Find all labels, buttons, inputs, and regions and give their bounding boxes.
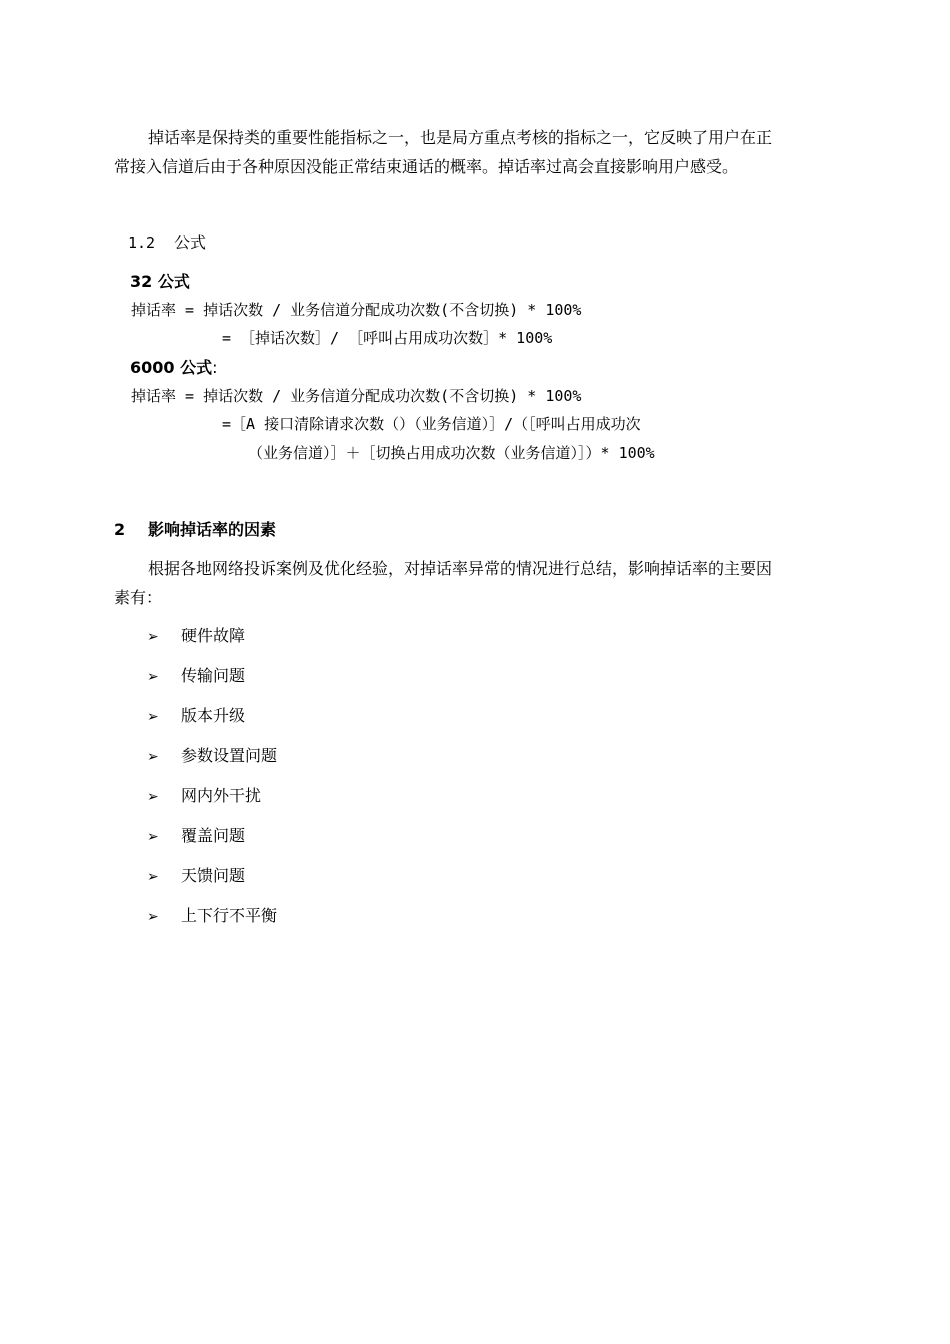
arrow-bullet-icon: ➢ [147,909,159,925]
formula-6000-line-2: =［A 接口清除请求次数（）（业务信道）］/（［呼叫占用成功次 [222,415,641,433]
section-2-title: 影响掉话率的因素 [148,520,277,539]
factor-label: 传输问题 [181,666,246,685]
list-item [147,826,246,845]
list-item [147,866,246,885]
formula-32-label: 32 公式 [130,272,190,291]
formula-32-line-1: 掉话率 = 掉话次数 / 业务信道分配成功次数(不含切换) * 100% [131,301,582,319]
formula-6000-line-1: 掉话率 = 掉话次数 / 业务信道分配成功次数(不含切换) * 100% [131,387,582,405]
intro-line-2: 常接入信道后由于各种原因没能正常结束通话的概率。掉话率过高会直接影响用户感受。 [114,157,739,176]
list-item [147,786,262,805]
arrow-bullet-icon: ➢ [147,629,159,645]
arrow-bullet-icon: ➢ [147,669,159,685]
factor-label: 版本升级 [181,706,246,725]
section-2-para-line-1: 根据各地网络投诉案例及优化经验，对掉话率异常的情况进行总结，影响掉话率的主要因 [148,559,773,578]
factor-label: 上下行不平衡 [181,906,278,925]
arrow-bullet-icon: ➢ [147,829,159,845]
list-item [147,906,278,925]
factor-label: 覆盖问题 [181,826,246,845]
formula-6000-colon: : [212,358,218,377]
formula-32-line-2: = ［掉话次数］/ ［呼叫占用成功次数］* 100% [222,329,553,347]
formula-6000-label-row [130,360,218,376]
section-2-para-line-2: 素有： [114,588,163,607]
section-2-number: 2 [114,520,126,539]
list-item [147,626,246,645]
factor-label: 硬件故障 [181,626,246,645]
formula-6000-label: 6000 公式 [130,358,213,377]
arrow-bullet-icon: ➢ [147,749,159,765]
section-1-2-title: 公式 [174,233,207,252]
arrow-bullet-icon: ➢ [147,789,159,805]
factor-label: 参数设置问题 [181,746,278,765]
arrow-bullet-icon: ➢ [147,709,159,725]
intro-line-1: 掉话率是保持类的重要性能指标之一，也是局方重点考核的指标之一，它反映了用户在正 [148,128,773,147]
list-item [147,706,246,725]
list-item [147,666,246,685]
section-1-2-number: 1.2 [128,234,156,252]
factor-label: 天馈问题 [181,866,246,885]
arrow-bullet-icon: ➢ [147,869,159,885]
list-item [147,746,278,765]
factor-label: 网内外干扰 [181,786,262,805]
formula-6000-line-3: （业务信道）］＋［切换占用成功次数（业务信道）］）* 100% [248,444,655,462]
